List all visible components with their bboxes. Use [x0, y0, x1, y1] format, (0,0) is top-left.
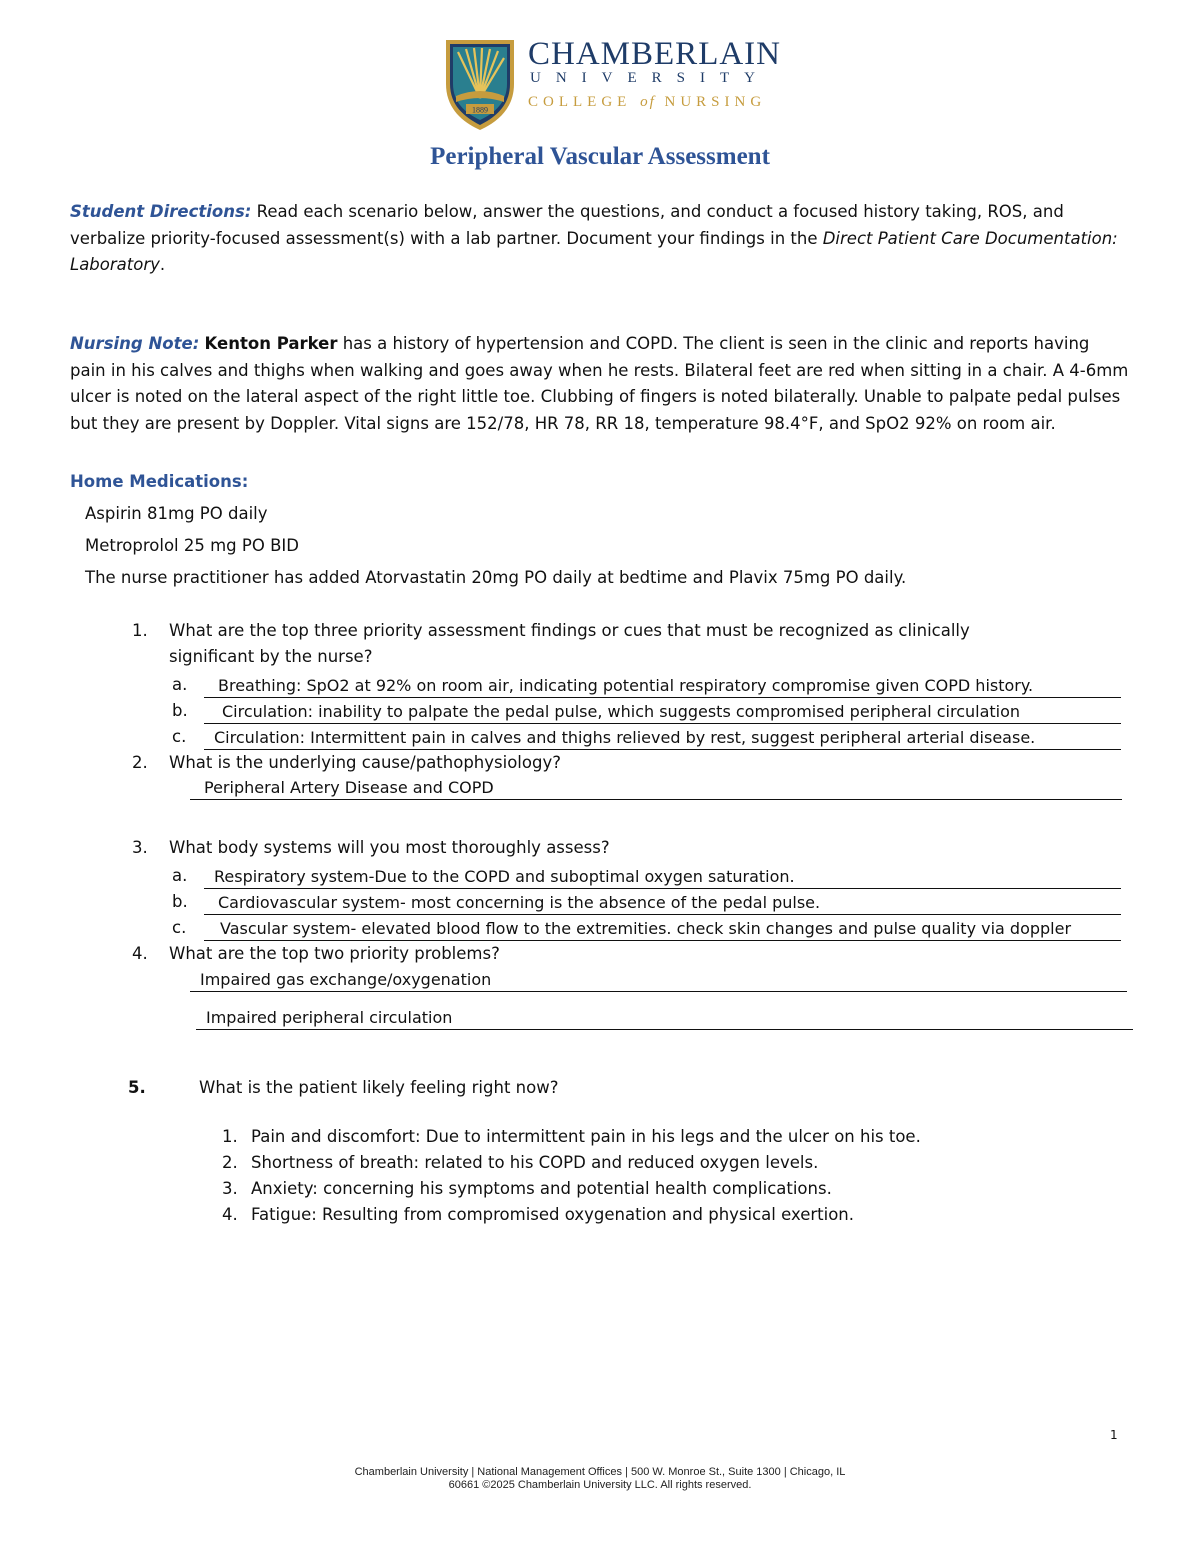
- question-number: 4.: [132, 944, 148, 963]
- medication-item: Metroprolol 25 mg PO BID: [85, 536, 299, 555]
- answer-letter: b.: [172, 892, 188, 911]
- footer-line-2: 60661 ©2025 Chamberlain University LLC. All rights reserved.: [448, 1479, 752, 1491]
- university-logo: [442, 36, 782, 134]
- page-footer: [0, 1466, 1200, 1492]
- answer-line: Vascular system- elevated blood flow to the extremities. check skin changes and pulse quality via doppler: [204, 918, 1121, 941]
- list-number: 4.: [222, 1205, 238, 1224]
- question-number: 1.: [132, 621, 148, 640]
- question-3-text: What body systems will you most thoroughly assess?: [169, 838, 610, 857]
- university-name: CHAMBERLAIN: [528, 36, 782, 72]
- nursing-note-text: has a history of hypertension and COPD. The client is seen in the clinic and reports having pain in his calves and thighs when walking and goes away when he rests. Bilateral feet are red when sitting in a chair. A 4-6mm ulcer is noted on the lateral aspect of the right little toe. Clubbing of fingers is noted bilaterally. Unable to palpate pedal pulses but they are present by Doppler. Vital signs are 152/78, HR 78, RR 18, temperature 98.4°F, and SpO2 92% on room air.: [70, 334, 1129, 433]
- answer-letter: b.: [172, 701, 188, 720]
- crest-icon: [442, 38, 518, 132]
- answer-line: Circulation: Intermittent pain in calves and thighs relieved by rest, suggest peripheral arterial disease.: [204, 727, 1121, 750]
- question-1-text-cont: significant by the nurse?: [169, 647, 373, 666]
- question-number: 2.: [132, 753, 148, 772]
- directions-text: Read each scenario below, answer the questions, and conduct a focused history taking, ROS, and verbalize priority-focused assessment(s) with a lab partner. Document your findings in the: [70, 202, 1064, 248]
- list-item: Anxiety: concerning his symptoms and potential health complications.: [251, 1179, 832, 1198]
- answer-line: Respiratory system-Due to the COPD and suboptimal oxygen saturation.: [204, 866, 1121, 889]
- answer-line: Peripheral Artery Disease and COPD: [190, 777, 1122, 800]
- nursing-note-label: Nursing Note:: [70, 334, 200, 353]
- directions-doc-title: Direct Patient Care Documentation: Laboratory: [70, 228, 1118, 274]
- list-number: 2.: [222, 1153, 238, 1172]
- question-2-text: What is the underlying cause/pathophysiology?: [169, 753, 561, 772]
- college-name: COLLEGE of NURSING: [528, 94, 767, 110]
- question-number: 5.: [128, 1078, 146, 1097]
- footer-line-1: Chamberlain University | National Management Offices | 500 W. Monroe St., Suite 1300 | Chicago, IL: [354, 1466, 846, 1478]
- patient-name: Kenton Parker: [204, 334, 338, 353]
- list-item: Fatigue: Resulting from compromised oxygenation and physical exertion.: [251, 1205, 855, 1224]
- answer-line: Impaired gas exchange/oxygenation: [190, 969, 1127, 992]
- list-item: Pain and discomfort: Due to intermittent pain in his legs and the ulcer on his toe.: [251, 1127, 921, 1146]
- answer-letter: c.: [172, 918, 187, 937]
- question-5-text: What is the patient likely feeling right now?: [199, 1078, 559, 1097]
- page-title: Peripheral Vascular Assessment: [430, 143, 770, 170]
- answer-letter: a.: [172, 675, 188, 694]
- home-medications-heading: Home Medications:: [70, 472, 249, 491]
- university-subtitle: UNIVERSITY: [530, 70, 770, 86]
- answer-letter: a.: [172, 866, 188, 885]
- medication-item: Aspirin 81mg PO daily: [85, 504, 268, 523]
- answer-line: Cardiovascular system- most concerning is the absence of the pedal pulse.: [204, 892, 1121, 915]
- list-number: 1.: [222, 1127, 238, 1146]
- student-directions: Student Directions: Read each scenario below, answer the questions, and conduct a focused history taking, ROS, and verbalize priority-focused assessment(s) with a lab partner. Document your findings in the Direct Patient Care Documentation: Laboratory.: [70, 202, 1118, 274]
- question-1-text: What are the top three priority assessment findings or cues that must be recognized as clinically: [169, 621, 970, 640]
- answer-line: Circulation: inability to palpate the pedal pulse, which suggests compromised peripheral circulation: [204, 701, 1121, 724]
- added-medications: The nurse practitioner has added Atorvastatin 20mg PO daily at bedtime and Plavix 75mg PO daily.: [85, 568, 907, 587]
- question-4-text: What are the top two priority problems?: [169, 944, 500, 963]
- list-item: Shortness of breath: related to his COPD and reduced oxygen levels.: [251, 1153, 819, 1172]
- answer-line: Breathing: SpO2 at 92% on room air, indicating potential respiratory compromise given COPD history.: [204, 675, 1121, 698]
- answer-letter: c.: [172, 727, 187, 746]
- svg-text:1889: 1889: [472, 105, 488, 115]
- question-number: 3.: [132, 838, 148, 857]
- answer-line: Impaired peripheral circulation: [196, 1007, 1133, 1030]
- page-number: 1: [1110, 1428, 1118, 1442]
- nursing-note: [70, 331, 1130, 437]
- list-number: 3.: [222, 1179, 238, 1198]
- directions-label: Student Directions:: [70, 202, 252, 221]
